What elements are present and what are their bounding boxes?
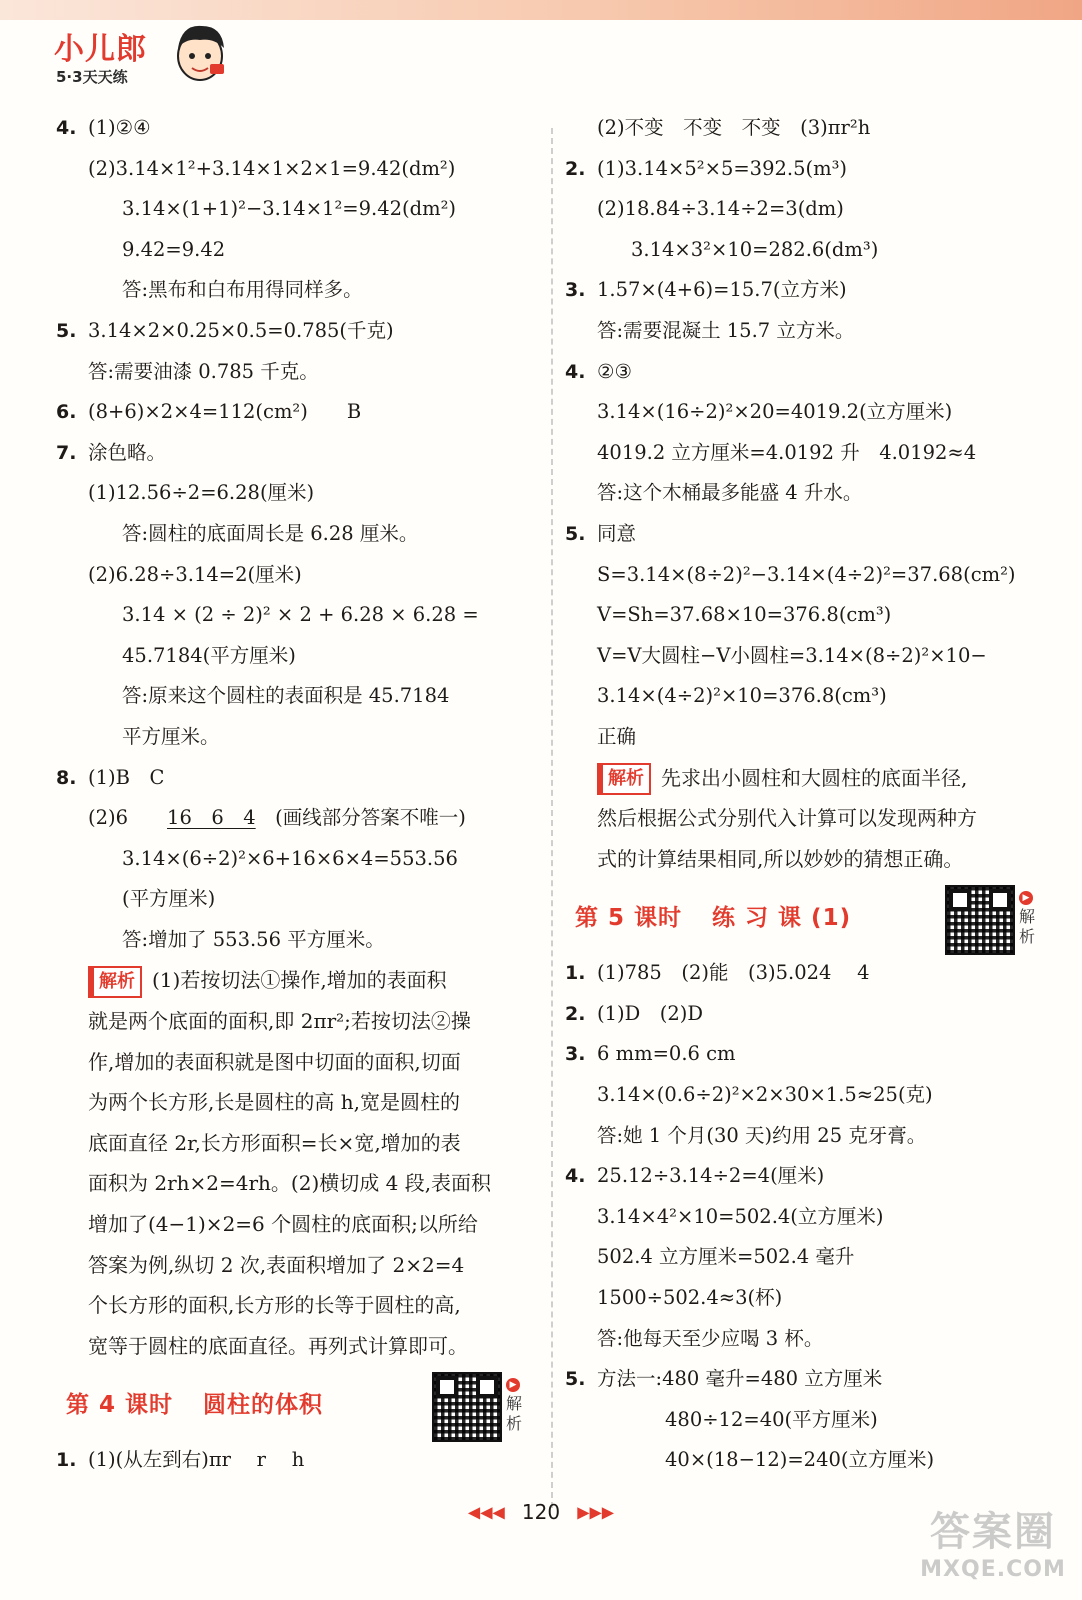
line-text: 面积为 2rh×2=4rh。(2)横切成 4 段,表面积	[88, 1171, 492, 1196]
lesson-name: 圆柱的体积	[203, 1392, 324, 1419]
question-number: 4.	[565, 360, 586, 383]
line-text: 40×(18−12)=240(立方厘米)	[665, 1448, 935, 1472]
line-text: 方法一:480 毫升=480 立方厘米	[597, 1367, 883, 1391]
answer-line	[565, 676, 1055, 717]
line-text: 3.14×(6÷2)²×6+16×6×4=553.56	[122, 846, 458, 870]
answer-line	[565, 953, 1055, 994]
line-text: (1)(从左到右)πr r h	[88, 1448, 305, 1472]
answer-line	[565, 149, 1055, 190]
line-text: (2)不变 不变 不变 (3)πr²h	[597, 116, 871, 139]
answer-line	[565, 1359, 1055, 1400]
answer-line	[565, 473, 1055, 514]
answer-line	[565, 392, 1055, 433]
answer-line	[56, 189, 534, 230]
question-number: 3.	[565, 1043, 586, 1066]
explanation-line	[56, 960, 534, 1001]
answer-line	[565, 595, 1055, 636]
question-number: 1.	[56, 1449, 77, 1472]
question-number: 6.	[56, 401, 77, 424]
line-text: 答:她 1 个月(30 天)约用 25 克牙膏。	[597, 1123, 927, 1147]
mascot-face-icon	[170, 18, 230, 88]
lesson-number: 第 4 课时	[66, 1392, 174, 1419]
line-text: (平方厘米)	[122, 887, 216, 911]
qr-label: ▶ 解析	[1019, 893, 1036, 947]
answer-line	[565, 1400, 1055, 1441]
top-banner	[0, 0, 1082, 20]
underlined-answer: 16 6 4	[167, 806, 256, 830]
line-text: 45.7184(平方厘米)	[122, 643, 296, 667]
answer-line	[565, 717, 1055, 758]
line-text: 答:这个木桶最多能盛 4 升水。	[597, 481, 863, 505]
section-title	[66, 1386, 323, 1419]
line-text: 答:需要混凝土 15.7 立方米。	[597, 318, 855, 342]
answer-line	[56, 676, 534, 717]
line-note: (画线部分答案不唯一)	[255, 806, 466, 830]
answer-line	[56, 1204, 534, 1245]
lesson-name: 练 习 课 (1)	[712, 905, 852, 932]
answer-line	[56, 1042, 534, 1083]
line-text: 涂色略。	[88, 440, 167, 464]
qr-code-icon[interactable]	[432, 1372, 502, 1442]
explanation-tag: 解析	[597, 763, 651, 795]
answer-line	[565, 1440, 1055, 1481]
line-text: 3.14×4²×10=502.4(立方厘米)	[597, 1204, 884, 1228]
line-text: 正确	[597, 724, 637, 748]
answer-line	[565, 555, 1055, 596]
line-text: 答:他每天至少应喝 3 杯。	[597, 1326, 824, 1350]
answer-line	[56, 555, 534, 596]
section-title	[575, 899, 851, 932]
answer-line	[565, 798, 1055, 839]
line-text: 答:增加了 553.56 平方厘米。	[122, 927, 385, 951]
answer-line	[56, 717, 534, 758]
answer-line	[565, 108, 1055, 149]
line-text: (2)6	[88, 806, 168, 830]
answer-line	[565, 994, 1055, 1035]
answer-line	[56, 108, 534, 149]
right-column	[565, 108, 1055, 1481]
line-text: 平方厘米。	[122, 724, 220, 748]
left-answer-lines	[56, 108, 534, 1366]
line-text: V=Sh=37.68×10=376.8(cm³)	[597, 603, 892, 627]
answer-line	[56, 1082, 534, 1123]
line-text: 个长方形的面积,长方形的长等于圆柱的高,	[88, 1293, 461, 1318]
lesson-number: 第 5 课时	[575, 905, 683, 932]
line-text: 答案为例,纵切 2 次,表面积增加了 2×2=4	[88, 1252, 465, 1277]
answer-line	[56, 270, 534, 311]
question-number: 1.	[565, 962, 586, 985]
answer-line	[565, 1116, 1055, 1157]
answer-line	[56, 636, 534, 677]
brand-name: 小儿郎	[54, 32, 147, 67]
answer-line	[565, 1278, 1055, 1319]
next-arrows-icon[interactable]: ▶▶▶	[577, 1502, 615, 1522]
answer-line	[56, 392, 534, 433]
line-text: (1)785 (2)能 (3)5.024 4	[597, 961, 870, 985]
line-text: ②③	[597, 359, 632, 383]
explanation-line	[565, 758, 1055, 799]
answer-line	[56, 1285, 534, 1326]
watermark-url: MXQE.COM	[920, 1557, 1066, 1582]
answer-line	[56, 311, 534, 352]
line-text: 作,增加的表面积就是图中切面的面积,切面	[88, 1049, 461, 1074]
line-text: 为两个长方形,长是圆柱的高 h,宽是圆柱的	[88, 1090, 460, 1115]
question-number: 2.	[565, 157, 586, 180]
question-number: 4.	[56, 117, 77, 139]
answer-line	[565, 636, 1055, 677]
line-text: 就是两个底面的面积,即 2πr²;若按切法②操	[88, 1009, 471, 1034]
question-number: 5.	[565, 522, 586, 545]
line-text: 3.14×(4÷2)²×10=376.8(cm³)	[597, 684, 887, 708]
left-after-lines	[56, 1440, 534, 1481]
answer-line	[56, 1245, 534, 1286]
question-number: 3.	[565, 279, 586, 302]
question-number: 7.	[56, 441, 77, 464]
answer-line	[565, 270, 1055, 311]
answer-line	[56, 1001, 534, 1042]
qr-code-icon[interactable]	[945, 885, 1015, 955]
line-text: 3.14×2×0.25×0.5=0.785(千克)	[88, 318, 394, 342]
line-text: S=3.14×(8÷2)²−3.14×(4÷2)²=37.68(cm²)	[597, 562, 1016, 586]
line-text: (1)3.14×5²×5=392.5(m³)	[597, 156, 848, 180]
line-text: (2)18.84÷3.14÷2=3(dm)	[597, 197, 844, 221]
line-text: 答:原来这个圆柱的表面积是 45.7184	[122, 684, 450, 708]
line-text: 答:需要油漆 0.785 千克。	[88, 359, 319, 383]
line-text: 3.14×(0.6÷2)²×2×30×1.5≈25(克)	[597, 1083, 933, 1107]
answer-line	[565, 433, 1055, 474]
line-text: (8+6)×2×4=112(cm²) B	[88, 400, 362, 424]
line-text: 3.14×(16÷2)²×20=4019.2(立方厘米)	[597, 400, 953, 424]
line-text: (1)②④	[88, 116, 151, 139]
line-text: 1500÷502.4≈3(杯)	[597, 1286, 783, 1310]
answer-line	[56, 514, 534, 555]
question-number: 5.	[565, 1368, 586, 1391]
question-number: 8.	[56, 766, 77, 789]
answer-line	[56, 473, 534, 514]
right-answer-lines	[565, 108, 1055, 879]
line-text: 480÷12=40(平方厘米)	[665, 1407, 878, 1431]
line-text: 式的计算结果相同,所以妙妙的猜想正确。	[597, 846, 964, 871]
answer-line	[56, 1163, 534, 1204]
right-after-lines	[565, 953, 1055, 1481]
line-text: 答:圆柱的底面周长是 6.28 厘米。	[122, 521, 419, 545]
line-text: 宽等于圆柱的底面直径。再列式计算即可。	[88, 1333, 468, 1358]
line-text: 先求出小圆柱和大圆柱的底面半径,	[661, 765, 968, 790]
prev-arrows-icon[interactable]: ◀◀◀	[467, 1502, 505, 1522]
answer-line	[565, 1156, 1055, 1197]
line-text: 4019.2 立方厘米=4.0192 升 4.0192≈4	[597, 440, 977, 464]
brand-logo	[42, 18, 232, 94]
line-text: (2)6.28÷3.14=2(厘米)	[88, 562, 302, 586]
answer-line	[565, 311, 1055, 352]
answer-line	[56, 758, 534, 799]
play-icon: ▶	[506, 1378, 520, 1392]
page-number: 120	[521, 1500, 561, 1524]
answer-line	[565, 1075, 1055, 1116]
answer-line	[56, 1326, 534, 1367]
line-text: 底面直径 2r,长方形面积=长×宽,增加的表	[88, 1130, 461, 1155]
answer-line	[56, 798, 534, 839]
brand-subtitle: 5·3天天练	[56, 68, 128, 86]
answer-line	[56, 1123, 534, 1164]
answer-line	[565, 1034, 1055, 1075]
line-text: 9.42=9.42	[122, 237, 226, 261]
answer-line	[565, 839, 1055, 880]
line-text: 然后根据公式分别代入计算可以发现两种方	[597, 806, 977, 831]
question-number: 5.	[56, 319, 77, 342]
line-text: 答:黑布和白布用得同样多。	[122, 278, 363, 302]
explanation-tag: 解析	[88, 966, 142, 998]
line-text: 同意	[597, 521, 637, 545]
watermark-text: 答案圈	[930, 1509, 1056, 1555]
line-text: 增加了(4−1)×2=6 个圆柱的底面积;以所给	[88, 1212, 478, 1237]
answer-line	[565, 514, 1055, 555]
line-text: V=V大圆柱−V小圆柱=3.14×(8÷2)²×10−	[597, 643, 987, 667]
qr-label: ▶ 解析	[506, 1380, 523, 1434]
line-text: (1)B C	[88, 765, 165, 789]
column-divider	[551, 128, 553, 1508]
watermark	[918, 1500, 1068, 1592]
line-text: 502.4 立方厘米=502.4 毫升	[597, 1245, 855, 1269]
answer-line	[56, 920, 534, 961]
answer-line	[56, 879, 534, 920]
play-icon: ▶	[1019, 891, 1033, 905]
line-text: 1.57×(4+6)=15.7(立方米)	[597, 278, 847, 302]
answer-line	[56, 230, 534, 271]
answer-line	[56, 595, 534, 636]
answer-line	[56, 1440, 534, 1481]
line-text: 6 mm=0.6 cm	[597, 1042, 736, 1066]
line-text: (1)若按切法①操作,增加的表面积	[152, 968, 447, 993]
line-text: 3.14×(1+1)²−3.14×1²=9.42(dm²)	[122, 197, 457, 221]
line-text: 3.14×3²×10=282.6(dm³)	[631, 237, 879, 261]
answer-line	[56, 352, 534, 393]
question-number: 2.	[565, 1002, 586, 1025]
answer-line	[56, 149, 534, 190]
answer-line	[565, 352, 1055, 393]
left-column	[56, 108, 534, 1481]
answer-line	[565, 1197, 1055, 1238]
answer-line	[56, 433, 534, 474]
answer-line	[56, 839, 534, 880]
line-text: 3.14 × (2 ÷ 2)² × 2 + 6.28 × 6.28 =	[122, 603, 479, 627]
answer-line	[565, 230, 1055, 271]
section-lesson-4	[56, 1372, 534, 1436]
answer-line	[565, 1319, 1055, 1360]
answer-line	[565, 189, 1055, 230]
line-text: (1)D (2)D	[597, 1001, 704, 1025]
question-number: 4.	[565, 1165, 586, 1188]
line-text: 25.12÷3.14÷2=4(厘米)	[597, 1164, 825, 1188]
section-lesson-5	[565, 885, 1055, 949]
answer-line	[565, 1237, 1055, 1278]
line-text: (2)3.14×1²+3.14×1×2×1=9.42(dm²)	[88, 156, 456, 180]
line-text: (1)12.56÷2=6.28(厘米)	[88, 481, 315, 505]
